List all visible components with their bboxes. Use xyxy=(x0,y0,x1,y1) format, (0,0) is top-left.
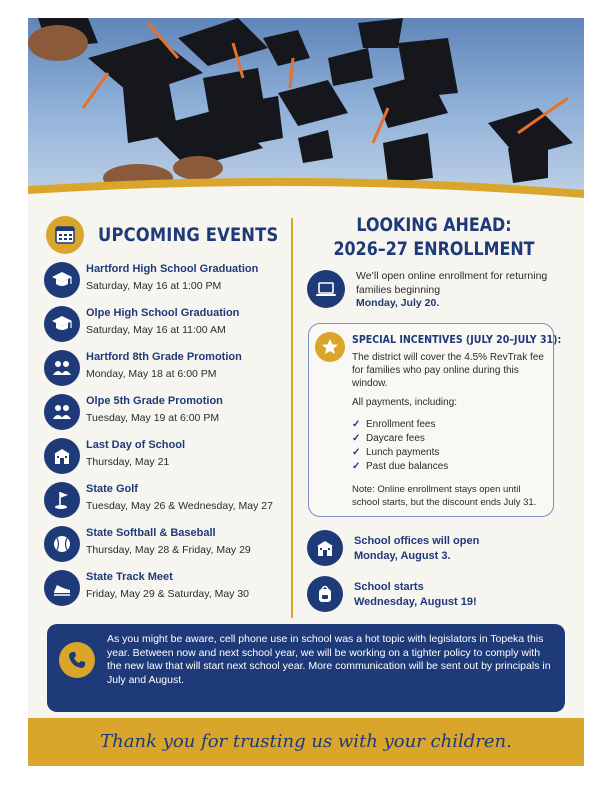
school-offices-text xyxy=(354,534,479,564)
column-divider xyxy=(291,218,293,618)
event-date: Tuesday, May 26 & Wednesday, May 27 xyxy=(86,500,273,512)
flyer-page xyxy=(28,18,584,766)
school-starts-row xyxy=(307,576,547,616)
enrollment-text xyxy=(356,270,556,311)
backpack-icon xyxy=(314,583,336,605)
event-item xyxy=(44,260,288,303)
checkmark-icon: ✓ xyxy=(352,433,361,444)
golf-flag-icon xyxy=(44,482,80,518)
cell-phone-policy-text: As you might be aware, cell phone use in school was a hot topic with legislators in Topeka this year. Between now and next school year, we will be working on a tighter policy to comply with the new law that will start next school year. More communication will be sent out by principals in July and August. xyxy=(107,633,551,686)
students-icon xyxy=(44,350,80,386)
event-date: Thursday, May 21 xyxy=(86,456,170,468)
checkmark-icon: ✓ xyxy=(352,419,361,430)
events-list xyxy=(44,260,288,612)
caps-illustration xyxy=(28,18,584,216)
event-date: Thursday, May 28 & Friday, May 29 xyxy=(86,544,251,556)
calendar-icon xyxy=(46,216,84,254)
graduation-cap-icon xyxy=(44,262,80,298)
event-date: Tuesday, May 19 at 6:00 PM xyxy=(86,412,220,424)
checkmark-icon: ✓ xyxy=(352,461,361,472)
event-name: Hartford High School Graduation xyxy=(86,263,259,275)
incentives-body xyxy=(352,351,548,409)
school-building-badge xyxy=(307,530,343,566)
event-item xyxy=(44,568,288,611)
running-shoe-icon xyxy=(44,570,80,606)
event-item xyxy=(44,392,288,435)
event-date: Monday, May 18 at 6:00 PM xyxy=(86,368,217,380)
graduation-caps-photo xyxy=(28,18,584,216)
phone-icon xyxy=(67,650,87,670)
looking-ahead-line1: LOOKING AHEAD: xyxy=(356,215,512,236)
list-item: ✓ Past due balances xyxy=(352,461,449,472)
enrollment-description: We’ll open online enrollment for returning families beginning xyxy=(356,270,548,296)
phone-badge xyxy=(59,642,95,678)
enrollment-date: Monday, July 20. xyxy=(356,297,440,309)
star-icon xyxy=(320,337,340,357)
graduation-cap-icon xyxy=(44,306,80,342)
school-offices-row xyxy=(307,530,547,570)
event-item xyxy=(44,348,288,391)
event-name: State Golf xyxy=(86,483,138,495)
looking-ahead-title xyxy=(304,214,564,262)
school-building-icon xyxy=(44,438,80,474)
event-date: Saturday, May 16 at 1:00 PM xyxy=(86,280,222,292)
calendar-badge xyxy=(46,216,84,254)
event-item xyxy=(44,436,288,479)
laptop-badge xyxy=(307,270,345,308)
list-item: ✓ Daycare fees xyxy=(352,433,425,444)
list-item: ✓ Enrollment fees xyxy=(352,419,436,430)
school-starts-text xyxy=(354,580,477,610)
school-starts-line2: Wednesday, August 19! xyxy=(354,596,477,608)
incentives-description: The district will cover the 4.5% RevTrak fee for families who pay online during this window. xyxy=(352,352,544,389)
offices-line1: School offices will open xyxy=(354,535,480,547)
event-name: State Softball & Baseball xyxy=(86,527,216,539)
list-item: ✓ Lunch payments xyxy=(352,447,440,458)
looking-ahead-line2: 2026–27 ENROLLMENT xyxy=(333,239,535,260)
event-name: Hartford 8th Grade Promotion xyxy=(86,351,242,363)
thank-you-text: Thank you for trusting us with your children. xyxy=(100,731,512,752)
offices-line2: Monday, August 3. xyxy=(354,550,451,562)
incentives-list xyxy=(352,418,548,474)
upcoming-events-header xyxy=(46,216,286,256)
event-name: Olpe High School Graduation xyxy=(86,307,240,319)
incentives-list-intro: All payments, including: xyxy=(352,397,458,408)
school-building-icon xyxy=(314,537,336,559)
students-icon xyxy=(44,394,80,430)
cell-phone-policy-banner xyxy=(47,624,565,712)
event-item xyxy=(44,304,288,347)
star-badge xyxy=(315,332,345,362)
baseball-icon xyxy=(44,526,80,562)
incentives-note: Note: Online enrollment stays open until school starts, but the discount ends July 31. xyxy=(352,484,537,508)
event-date: Saturday, May 16 at 11:00 AM xyxy=(86,324,226,336)
checkmark-icon: ✓ xyxy=(352,447,361,458)
school-starts-line1: School starts xyxy=(354,581,424,593)
event-name: State Track Meet xyxy=(86,571,173,583)
event-name: Olpe 5th Grade Promotion xyxy=(86,395,223,407)
laptop-icon xyxy=(314,277,338,301)
event-name: Last Day of School xyxy=(86,439,186,451)
incentives-title: SPECIAL INCENTIVES (JULY 20–JULY 31): xyxy=(352,333,562,346)
event-item xyxy=(44,524,288,567)
event-date: Friday, May 29 & Saturday, May 30 xyxy=(86,588,250,600)
event-item xyxy=(44,480,288,523)
backpack-badge xyxy=(307,576,343,612)
thank-you-footer xyxy=(28,718,584,766)
upcoming-events-title: UPCOMING EVENTS xyxy=(98,224,279,246)
